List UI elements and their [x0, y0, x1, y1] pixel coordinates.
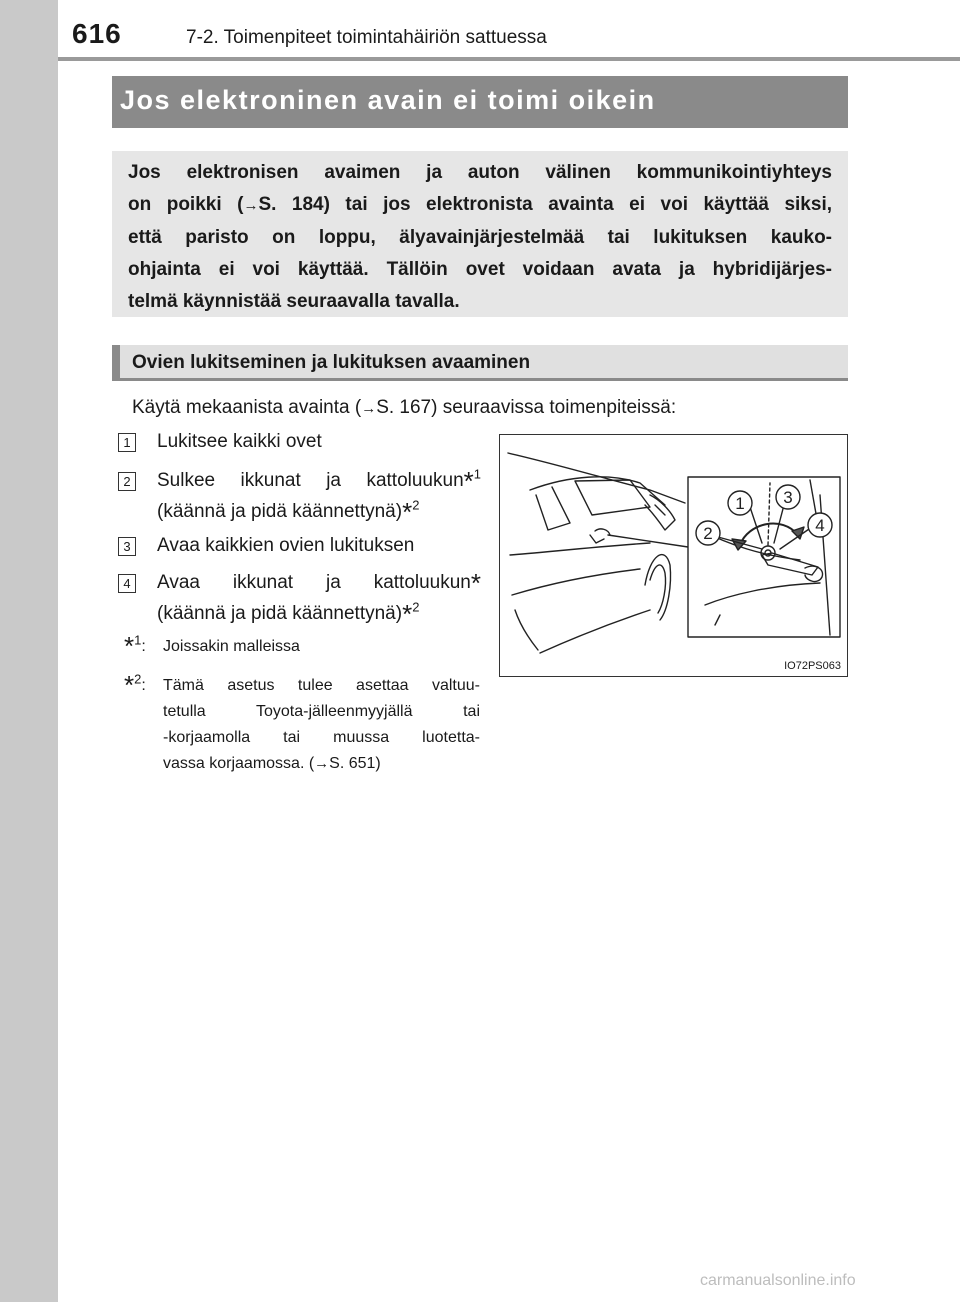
step-2-line-1: Sulkee ikkunat ja kattoluukun*$^1$ — [157, 466, 481, 496]
intro-line-3: että paristo on loppu, älyavainjärjestelmää tai lukituksen kauko- — [128, 227, 832, 248]
step-number-badge: 3 — [118, 537, 136, 556]
left-margin-band — [0, 0, 58, 1302]
footnote-marker: *$^1$: — [124, 631, 146, 661]
step-2-line-2: (käännä ja pidä käännettynä)*$^2$ — [157, 497, 420, 527]
watermark: carmanualsonline.info — [700, 1272, 856, 1289]
step-3-text: Avaa kaikkien ovien lukituksen — [157, 535, 415, 556]
header-rule — [58, 57, 960, 61]
arrow-icon: → — [314, 755, 330, 772]
footnote-2-line-3: -korjaamolla tai muussa luotetta- — [163, 729, 480, 746]
footnote-2-line-1: Tämä asetus tulee asettaa valtuu- — [163, 677, 480, 694]
arrow-icon: → — [243, 197, 259, 214]
callout-label-4: 4 — [815, 516, 825, 535]
callout-label-1: 1 — [735, 494, 745, 513]
illustration-code: IO72PS063 — [784, 660, 841, 672]
intro-line-2: on poikki (→S. 184) tai jos elektronista avainta ei voi käyttää siksi, — [128, 194, 833, 215]
car-door-key-drawing — [500, 435, 848, 677]
footnote-2-line-2: tetulla Toyota-jälleenmyyjällä tai — [163, 703, 480, 720]
step-number-badge: 4 — [118, 574, 136, 593]
callout-label-2: 2 — [703, 524, 713, 543]
step-4-line-1: Avaa ikkunat ja kattoluukun* — [157, 568, 481, 598]
step-number-badge: 2 — [118, 472, 136, 491]
section-heading: Ovien lukitseminen ja lukituksen avaaminen — [112, 345, 848, 381]
intro-line-1: Jos elektronisen avaimen ja auton välinen kommunikointiyhteys — [128, 162, 832, 183]
step-4-line-2: (käännä ja pidä käännettynä)*$^2$ — [157, 599, 420, 629]
footnote-1-text: Joissakin malleissa — [163, 638, 300, 655]
key-cylinder-illustration — [499, 434, 848, 677]
intro-line-4: ohjainta ei voi käyttää. Tällöin ovet voidaan avata ja hybridijärjes- — [128, 259, 832, 280]
chapter-heading: 7-2. Toimenpiteet toimintahäiriön sattuessa — [186, 27, 547, 48]
step-number-badge: 1 — [118, 433, 136, 452]
page-number: 616 — [72, 18, 122, 49]
footnote-marker: *$^2$: — [124, 670, 146, 700]
arrow-icon: → — [361, 400, 377, 417]
step-1-text: Lukitsee kaikki ovet — [157, 431, 322, 452]
page-title: Jos elektroninen avain ei toimi oikein — [112, 76, 848, 128]
intro-line-5: telmä käynnistää seuraavalla tavalla. — [128, 291, 460, 312]
lead-text: Käytä mekaanista avainta (→S. 167) seuraavissa toimenpiteissä: — [132, 397, 677, 418]
callout-label-3: 3 — [783, 488, 793, 507]
intro-box — [112, 151, 848, 317]
footnote-2-line-4: vassa korjaamossa. (→S. 651) — [163, 755, 381, 772]
